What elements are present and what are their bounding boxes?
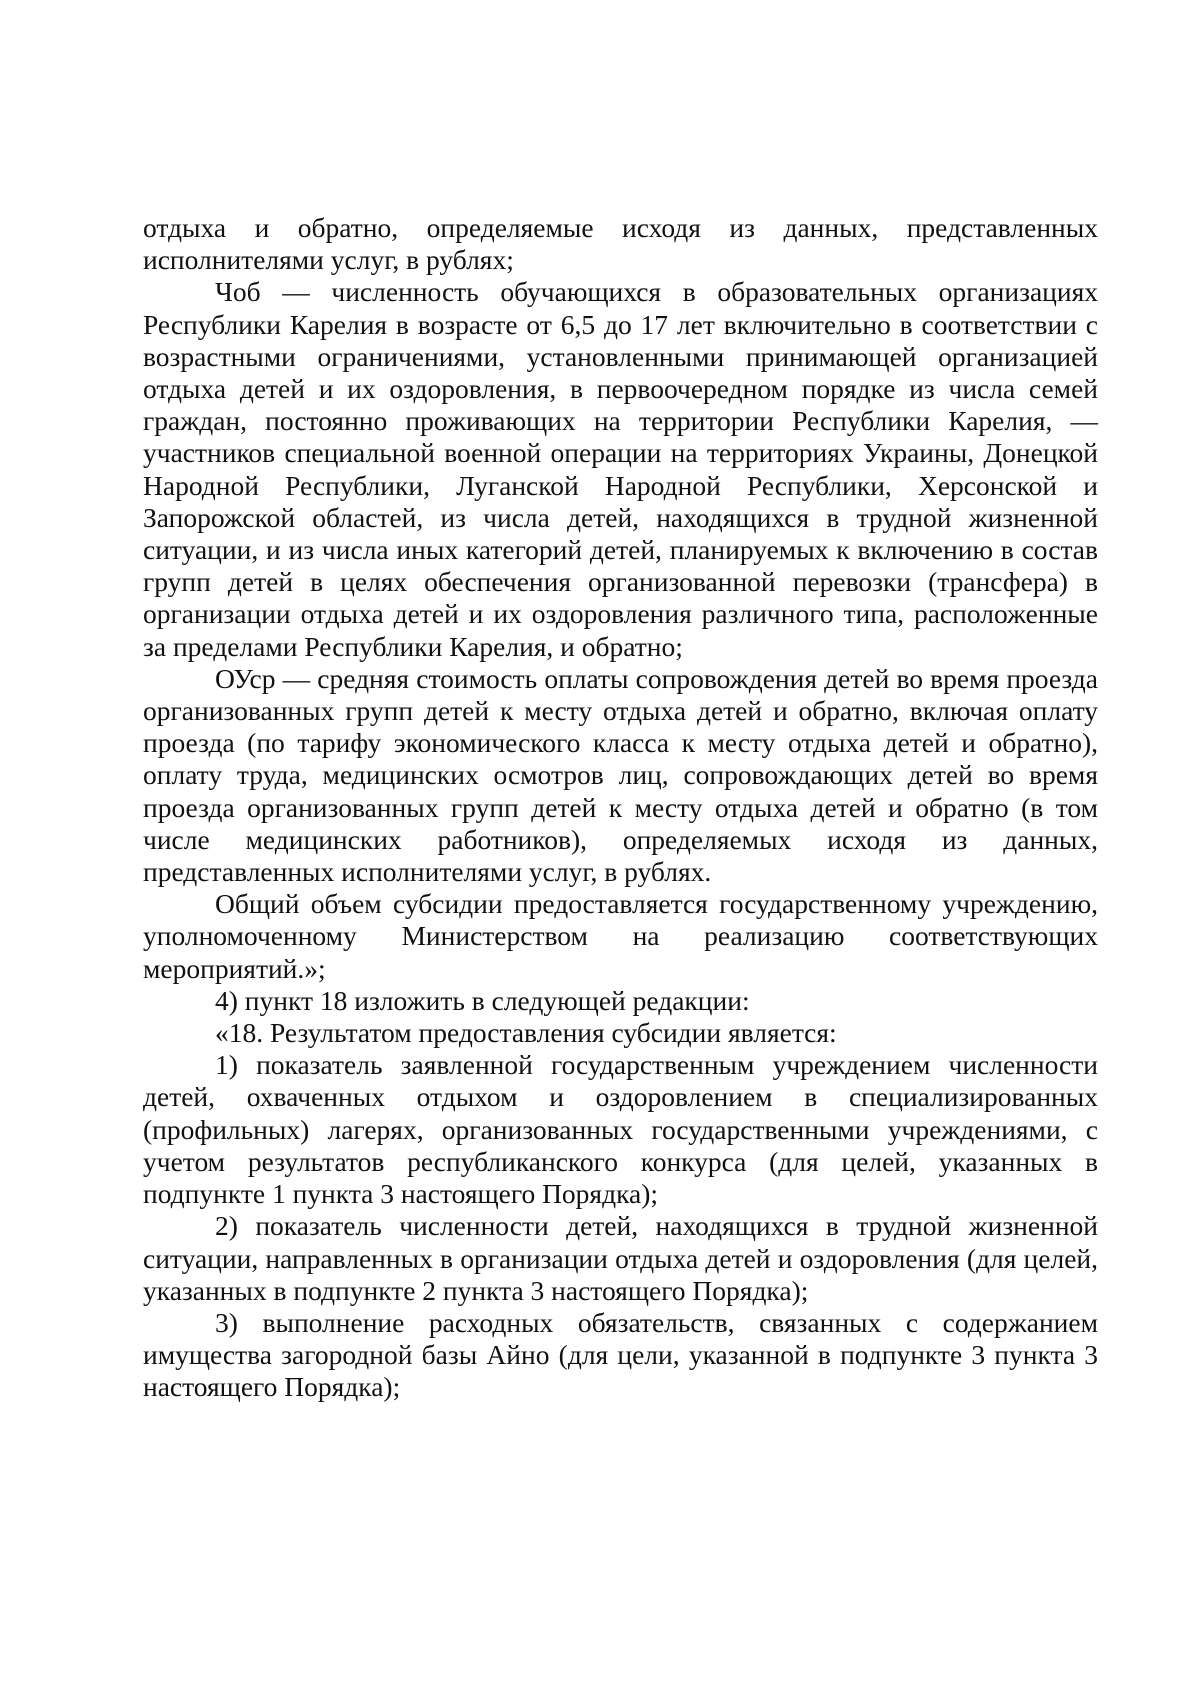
- paragraph-subitem-2: 2) показатель численности детей, находящихся в трудной жизненной ситуации, направленных в организации отдыха детей и оздоровления (для целей, указанных в подпункте 2 пункта 3 настоящего Порядка);: [143, 1210, 1098, 1306]
- paragraph-point-18: «18. Результатом предоставления субсидии является:: [215, 1017, 837, 1049]
- paragraph-ousr-definition: ОУср — средняя стоимость оплаты сопровождения детей во время проезда организованных групп детей к месту отдыха детей и обратно, включая оплату проезда (по тарифу экономического класса к месту отдыха детей и обратно), оплату труда, медицинских осмотров лиц, сопровождающих детей во время проезда организованных групп детей к месту отдыха детей и обратно (в том числе медицинских работников), определяемых исходя из данных, представленных исполнителями услуг, в рублях.: [143, 662, 1098, 888]
- document-page: [143, 212, 1098, 1404]
- paragraph-subitem-3: 3) выполнение расходных обязательств, связанных с содержанием имущества загородной базы Айно (для цели, указанной в подпункте 3 пункта 3 настоящего Порядка);: [143, 1306, 1098, 1403]
- paragraph-subitem-1: 1) показатель заявленной государственным учреждением численности детей, охваченных отдыхом и оздоровлением в специализированных (профильных) лагерях, организованных государственными учреждениями, с учетом результатов республиканского конкурса (для целей, указанных в подпункте 1 пункта 3 настоящего Порядка);: [143, 1049, 1098, 1210]
- paragraph-item-4: 4) пункт 18 изложить в следующей редакции:: [215, 984, 750, 1016]
- paragraph-subsidy-volume: Общий объем субсидии предоставляется государственному учреждению, уполномоченному Министерством на реализацию соответствующих мероприятий.»;: [143, 888, 1098, 984]
- paragraph-chob-definition: Чоб — численность обучающихся в образовательных организациях Республики Карелия в возрасте от 6,5 до 17 лет включительно в соответствии с возрастными ограничениями, установленными принимающей организацией отдыха детей и их оздоровления, в первоочередном порядке из числа семей граждан, постоянно проживающих на территории Республики Карелия, — участников специальной военной операции на территориях Украины, Донецкой Народной Республики, Луганской Народной Республики, Херсонской и Запорожской областей, из числа детей, находящихся в трудной жизненной ситуации, и из числа иных категорий детей, планируемых к включению в состав групп детей в целях обеспечения организованной перевозки (трансфера) в организации отдыха детей и их оздоровления различного типа, расположенные за пределами Республики Карелия, и обратно;: [143, 276, 1098, 662]
- paragraph-continuation: отдыха и обратно, определяемые исходя из данных, представленных исполнителями услуг, в рублях;: [143, 212, 1098, 276]
